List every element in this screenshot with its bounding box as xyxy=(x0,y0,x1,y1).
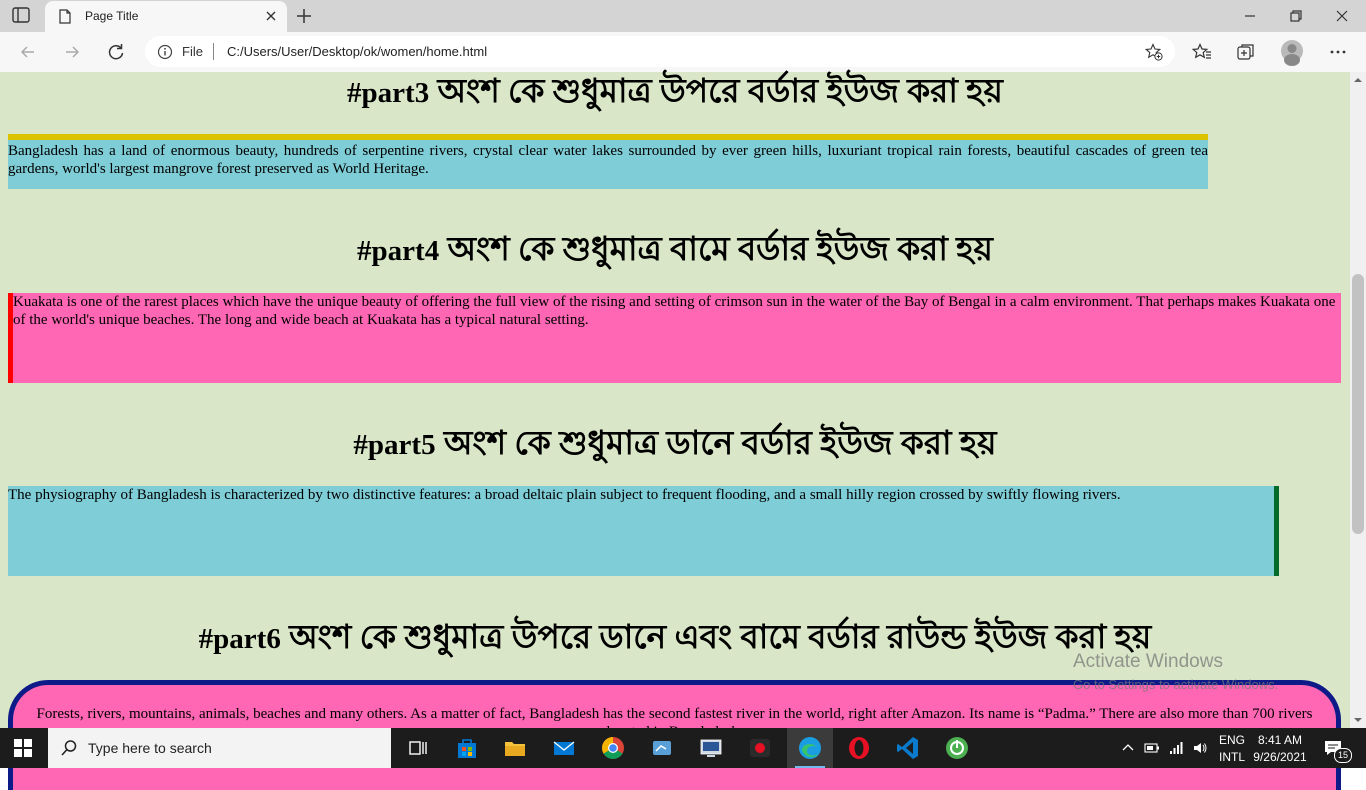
remote-desktop-icon[interactable] xyxy=(697,734,725,762)
document-icon xyxy=(59,9,71,24)
keyboard-layout: INTL xyxy=(1219,750,1246,764)
protocol-label: File xyxy=(182,44,203,59)
file-explorer-icon[interactable] xyxy=(501,734,529,762)
profile-icon xyxy=(1281,40,1303,62)
search-placeholder: Type here to search xyxy=(88,740,212,756)
section-heading-part4 xyxy=(0,230,1350,271)
tab-actions-icon[interactable] xyxy=(12,7,30,23)
clock-time: 8:41 AM xyxy=(1257,733,1303,747)
windows-start-icon[interactable] xyxy=(14,739,32,757)
heading-tag: #part4 xyxy=(357,235,440,267)
heading-text: অংশ কে শুধুমাত্র ডানে বর্ডার ইউজ করা হয় xyxy=(435,426,997,462)
page-viewport xyxy=(0,72,1350,728)
tab-strip xyxy=(0,0,1366,32)
mail-icon[interactable] xyxy=(550,734,578,762)
tab-title: Page Title xyxy=(85,9,139,23)
volume-icon[interactable] xyxy=(1192,740,1208,756)
chrome-icon[interactable] xyxy=(599,734,627,762)
edge-icon xyxy=(796,734,824,762)
section-heading-part5 xyxy=(0,424,1350,465)
activate-windows-watermark xyxy=(1073,651,1278,692)
battery-icon[interactable] xyxy=(1144,740,1160,756)
address-separator xyxy=(213,43,214,60)
box-text: Bangladesh has a land of enormous beauty, hundreds of serpentine rivers, crystal clear water lakes surrounded by ever green hills, luxuriant tropical rain forests, beautiful cascades of green tea gardens, world's largest mangrove forest preserved as World Heritage. xyxy=(8,143,1208,177)
vscode-icon[interactable] xyxy=(894,734,922,762)
favorites-icon[interactable] xyxy=(1192,42,1212,62)
content-box-part3 xyxy=(8,134,1208,189)
profile-avatar[interactable] xyxy=(1281,40,1303,62)
clock-date: 9/26/2021 xyxy=(1253,750,1307,764)
chevron-up-icon[interactable] xyxy=(1120,740,1136,756)
heading-text: অংশ কে শুধুমাত্র বামে বর্ডার ইউজ করা হয় xyxy=(439,232,993,268)
notification-center[interactable] xyxy=(1322,728,1352,768)
language-indicator[interactable] xyxy=(1219,728,1249,768)
taskbar-search[interactable] xyxy=(48,728,391,768)
forward-icon[interactable] xyxy=(62,42,82,62)
content-box-part4 xyxy=(8,293,1341,383)
section-heading-part3 xyxy=(0,72,1350,113)
clock[interactable] xyxy=(1250,728,1310,768)
page-scrollbar[interactable] xyxy=(1350,72,1366,728)
box-text: Forests, rivers, mountains, animals, beaches and many others. As a matter of fact, Bangladesh has the second fastest river in the world, right after Amazon. Its name is “Padma.” There are also more than 700 rivers xyxy=(36,706,1313,722)
back-icon[interactable] xyxy=(18,42,38,62)
green-app-icon[interactable] xyxy=(943,734,971,762)
scroll-down-icon[interactable] xyxy=(1354,716,1362,724)
network-icon[interactable] xyxy=(1168,740,1184,756)
app-window-icon[interactable] xyxy=(648,734,676,762)
refresh-icon[interactable] xyxy=(106,42,126,62)
minimize-icon[interactable] xyxy=(1240,6,1260,26)
restore-icon[interactable] xyxy=(1286,6,1306,26)
store-icon[interactable] xyxy=(453,734,481,762)
info-icon[interactable] xyxy=(157,44,173,60)
heading-tag: #part6 xyxy=(198,623,281,655)
heading-tag: #part5 xyxy=(353,429,436,461)
opera-icon[interactable] xyxy=(845,734,873,762)
box-text: Kuakata is one of the rarest places which have the unique beauty of offering the full view of the rising and setting of crimson sun in the water of the Bay of Bengal in a calm environment. That perhaps makes Kuakata one of the world's unique beaches. The long and wide beach at Kuakata has a typical natural setting. xyxy=(13,294,1336,328)
tab-active[interactable] xyxy=(45,1,287,32)
watermark-subtitle: Go to Settings to activate Windows. xyxy=(1073,677,1279,692)
close-tab-icon[interactable] xyxy=(263,8,279,24)
heading-text: অংশ কে শুধুমাত্র উপরে ডানে এবং বামে বর্ডার রাউন্ড ইউজ করা হয় xyxy=(280,620,1152,656)
task-view-icon[interactable] xyxy=(404,734,432,762)
new-tab-icon[interactable] xyxy=(294,6,314,26)
recorder-icon[interactable] xyxy=(746,734,774,762)
add-favorite-icon[interactable] xyxy=(1145,43,1163,61)
search-icon xyxy=(60,739,78,757)
windows-taskbar xyxy=(0,728,1366,768)
heading-tag: #part3 xyxy=(347,77,430,109)
language-code: ENG xyxy=(1219,733,1246,747)
active-app-indicator xyxy=(795,766,825,768)
content-box-part5 xyxy=(8,486,1279,576)
heading-text: অংশ কে শুধুমাত্র উপরে বর্ডার ইউজ করা হয় xyxy=(429,74,1003,110)
browser-toolbar xyxy=(0,32,1366,73)
address-bar[interactable] xyxy=(145,36,1175,67)
close-window-icon[interactable] xyxy=(1332,6,1352,26)
scrollbar-thumb[interactable] xyxy=(1352,274,1364,534)
watermark-title: Activate Windows xyxy=(1073,651,1223,672)
url-text[interactable]: C:/Users/User/Desktop/ok/women/home.html xyxy=(227,44,488,59)
box-text: The physiography of Bangladesh is characterized by two distinctive features: a broad deltaic plain subject to frequent flooding, and a small hilly region crossed by swiftly flowing rivers. xyxy=(8,487,1121,503)
scroll-up-icon[interactable] xyxy=(1354,76,1362,84)
edge-taskbar-button[interactable] xyxy=(787,728,833,768)
more-options-icon[interactable] xyxy=(1328,42,1348,62)
collections-icon[interactable] xyxy=(1236,42,1256,62)
notification-badge: 15 xyxy=(1334,748,1352,763)
